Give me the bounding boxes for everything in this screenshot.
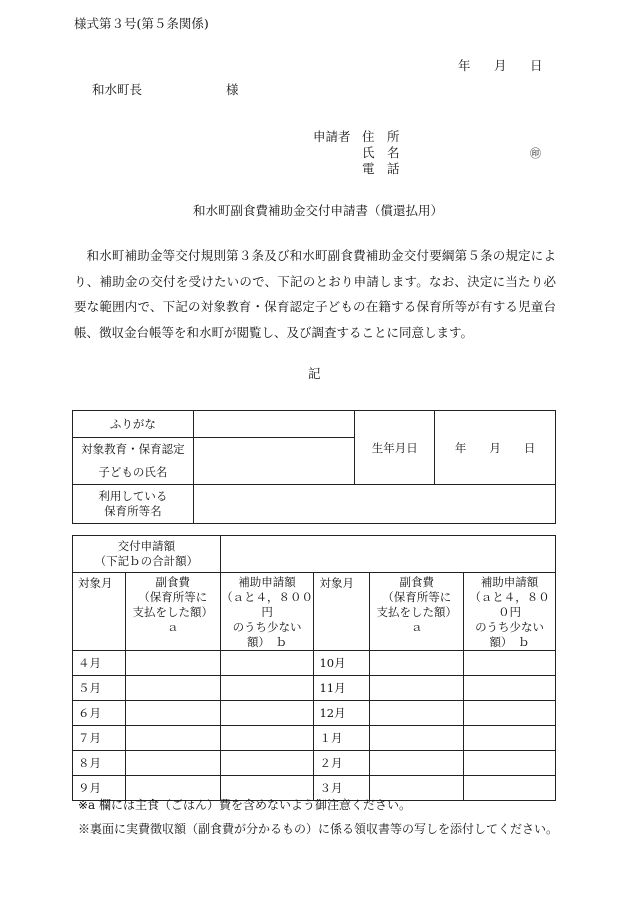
birthdate-label: 生年月日: [355, 411, 435, 485]
fee-header-line1: 副食費: [155, 575, 191, 589]
total-amount-input[interactable]: [220, 536, 555, 573]
facility-label-line1: 利用している: [98, 489, 168, 503]
subsidy-input[interactable]: [220, 651, 314, 676]
child-name-label: [73, 438, 194, 485]
total-amount-label-line2: （下記ｂの合計額）: [94, 554, 199, 568]
facility-input[interactable]: [193, 485, 555, 524]
fee-input[interactable]: [370, 676, 464, 701]
fee-header-right: [370, 573, 464, 651]
applicant-phone-label: 電 話: [362, 161, 400, 176]
subsidy-header-line3: のうち少ない: [232, 620, 302, 634]
fee-header-line2: （保育所等に: [138, 590, 208, 604]
month-cell: １月: [314, 726, 370, 751]
table-row: [73, 651, 556, 676]
month-cell: ３月: [314, 776, 370, 801]
date-day-label: 日: [530, 58, 543, 73]
month-cell: 12月: [314, 701, 370, 726]
subsidy-header-line1: 補助申請額: [480, 575, 539, 589]
subsidy-header-line4: 額） ｂ: [246, 635, 288, 649]
table-row: [73, 751, 556, 776]
fee-header-line1: 副食費: [399, 575, 434, 589]
subsidy-header-line1: 補助申請額: [238, 575, 296, 589]
subsidy-header-line4: 額） ｂ: [489, 635, 530, 649]
month-cell: ５月: [73, 676, 126, 701]
month-cell: ２月: [314, 751, 370, 776]
addressee-honorific: 様: [226, 82, 239, 97]
fee-input[interactable]: [370, 751, 464, 776]
total-amount-label: [73, 536, 221, 573]
month-cell: ６月: [73, 701, 126, 726]
date-year-label: 年: [458, 58, 471, 73]
month-cell: ４月: [73, 651, 126, 676]
subsidy-header-line2: （ａと４，８００円: [221, 590, 314, 619]
fee-input[interactable]: [370, 651, 464, 676]
subsidy-input[interactable]: [464, 676, 556, 701]
subsidy-input[interactable]: [220, 701, 314, 726]
applicant-label: 申請者: [313, 129, 351, 144]
birthdate-placeholder: 年 月 日: [454, 440, 536, 455]
table-row: [73, 726, 556, 751]
furigana-label: ふりがな: [73, 411, 194, 438]
table-row: [73, 701, 556, 726]
subsidy-input[interactable]: [464, 701, 556, 726]
child-name-label-line2: 子どもの氏名: [98, 465, 168, 479]
fee-input[interactable]: [125, 701, 220, 726]
seal-mark: ㊞: [530, 147, 541, 160]
subsidy-header-line3: のうち少ない: [475, 620, 545, 634]
subsidy-header-right: [464, 573, 556, 651]
fee-header-left: [125, 573, 220, 651]
note-1: ※a 欄には主食（ごはん）費を含めないよう御注意ください。: [78, 798, 412, 812]
fee-input[interactable]: [125, 676, 220, 701]
subsidy-input[interactable]: [464, 651, 556, 676]
fee-input[interactable]: [370, 701, 464, 726]
subsidy-input[interactable]: [220, 676, 314, 701]
fee-header-line4: ａ: [167, 620, 179, 634]
fee-input[interactable]: [125, 726, 220, 751]
note-2: ※裏面に実費徴収額（副食費が分かるもの）に係る領収書等の写しを添付してください。: [78, 822, 559, 836]
subsidy-input[interactable]: [220, 751, 314, 776]
subsidy-header-left: [220, 573, 314, 651]
subsidy-input[interactable]: [464, 776, 556, 801]
fee-input[interactable]: [125, 751, 220, 776]
facility-label: [73, 485, 194, 524]
addressee-name: 和水町長: [92, 82, 143, 97]
subsidy-input[interactable]: [220, 726, 314, 751]
fee-header-line3: 支払をした額）: [132, 605, 214, 619]
total-amount-label-line1: 交付申請額: [117, 539, 176, 553]
month-cell: ８月: [73, 751, 126, 776]
child-info-table: [72, 410, 556, 524]
subsidy-input[interactable]: [464, 751, 556, 776]
document-title: 和水町副食費補助金交付申請書（償還払用）: [193, 203, 444, 218]
furigana-input[interactable]: [193, 411, 355, 438]
month-header-right: 対象月: [314, 573, 370, 651]
applicant-address-label: 住 所: [362, 129, 400, 144]
subsidy-input[interactable]: [464, 726, 556, 751]
body-paragraph: 和水町補助金等交付規則第３条及び和水町副食費補助金交付要綱第５条の規定により、補助金の交付を受けたいので、下記のとおり申請します。なお、決定に当たり必要な範囲内で、下記の対象教育・保育認定子どもの在籍する保育所等が有する児童台帳、徴収金台帳等を和水町が閲覧し、及び調査することに同意します。: [74, 248, 556, 340]
amount-table: [72, 535, 556, 801]
fee-header-line2: （保育所等に: [382, 590, 452, 604]
subsidy-header-line2: （ａと４，８００円: [469, 590, 550, 619]
month-cell: ９月: [73, 776, 126, 801]
month-cell: 10月: [314, 651, 370, 676]
month-cell: 11月: [314, 676, 370, 701]
month-cell: ７月: [73, 726, 126, 751]
fee-input[interactable]: [125, 651, 220, 676]
child-name-label-line1: 対象教育・保育認定: [81, 442, 185, 456]
form-number: 様式第３号(第５条関係): [74, 16, 209, 31]
date-month-label: 月: [494, 58, 507, 73]
birthdate-input[interactable]: [435, 411, 556, 485]
ki-heading: 記: [308, 366, 321, 381]
body-text-block: [74, 243, 556, 345]
facility-label-line2: 保育所等名: [104, 504, 162, 518]
fee-header-line3: 支払をした額）: [376, 605, 457, 619]
child-name-input[interactable]: [193, 438, 355, 485]
fee-header-line4: ａ: [411, 620, 423, 634]
table-row: [73, 676, 556, 701]
fee-input[interactable]: [370, 726, 464, 751]
applicant-name-label: 氏 名: [362, 145, 400, 160]
month-header-left: 対象月: [73, 573, 126, 651]
